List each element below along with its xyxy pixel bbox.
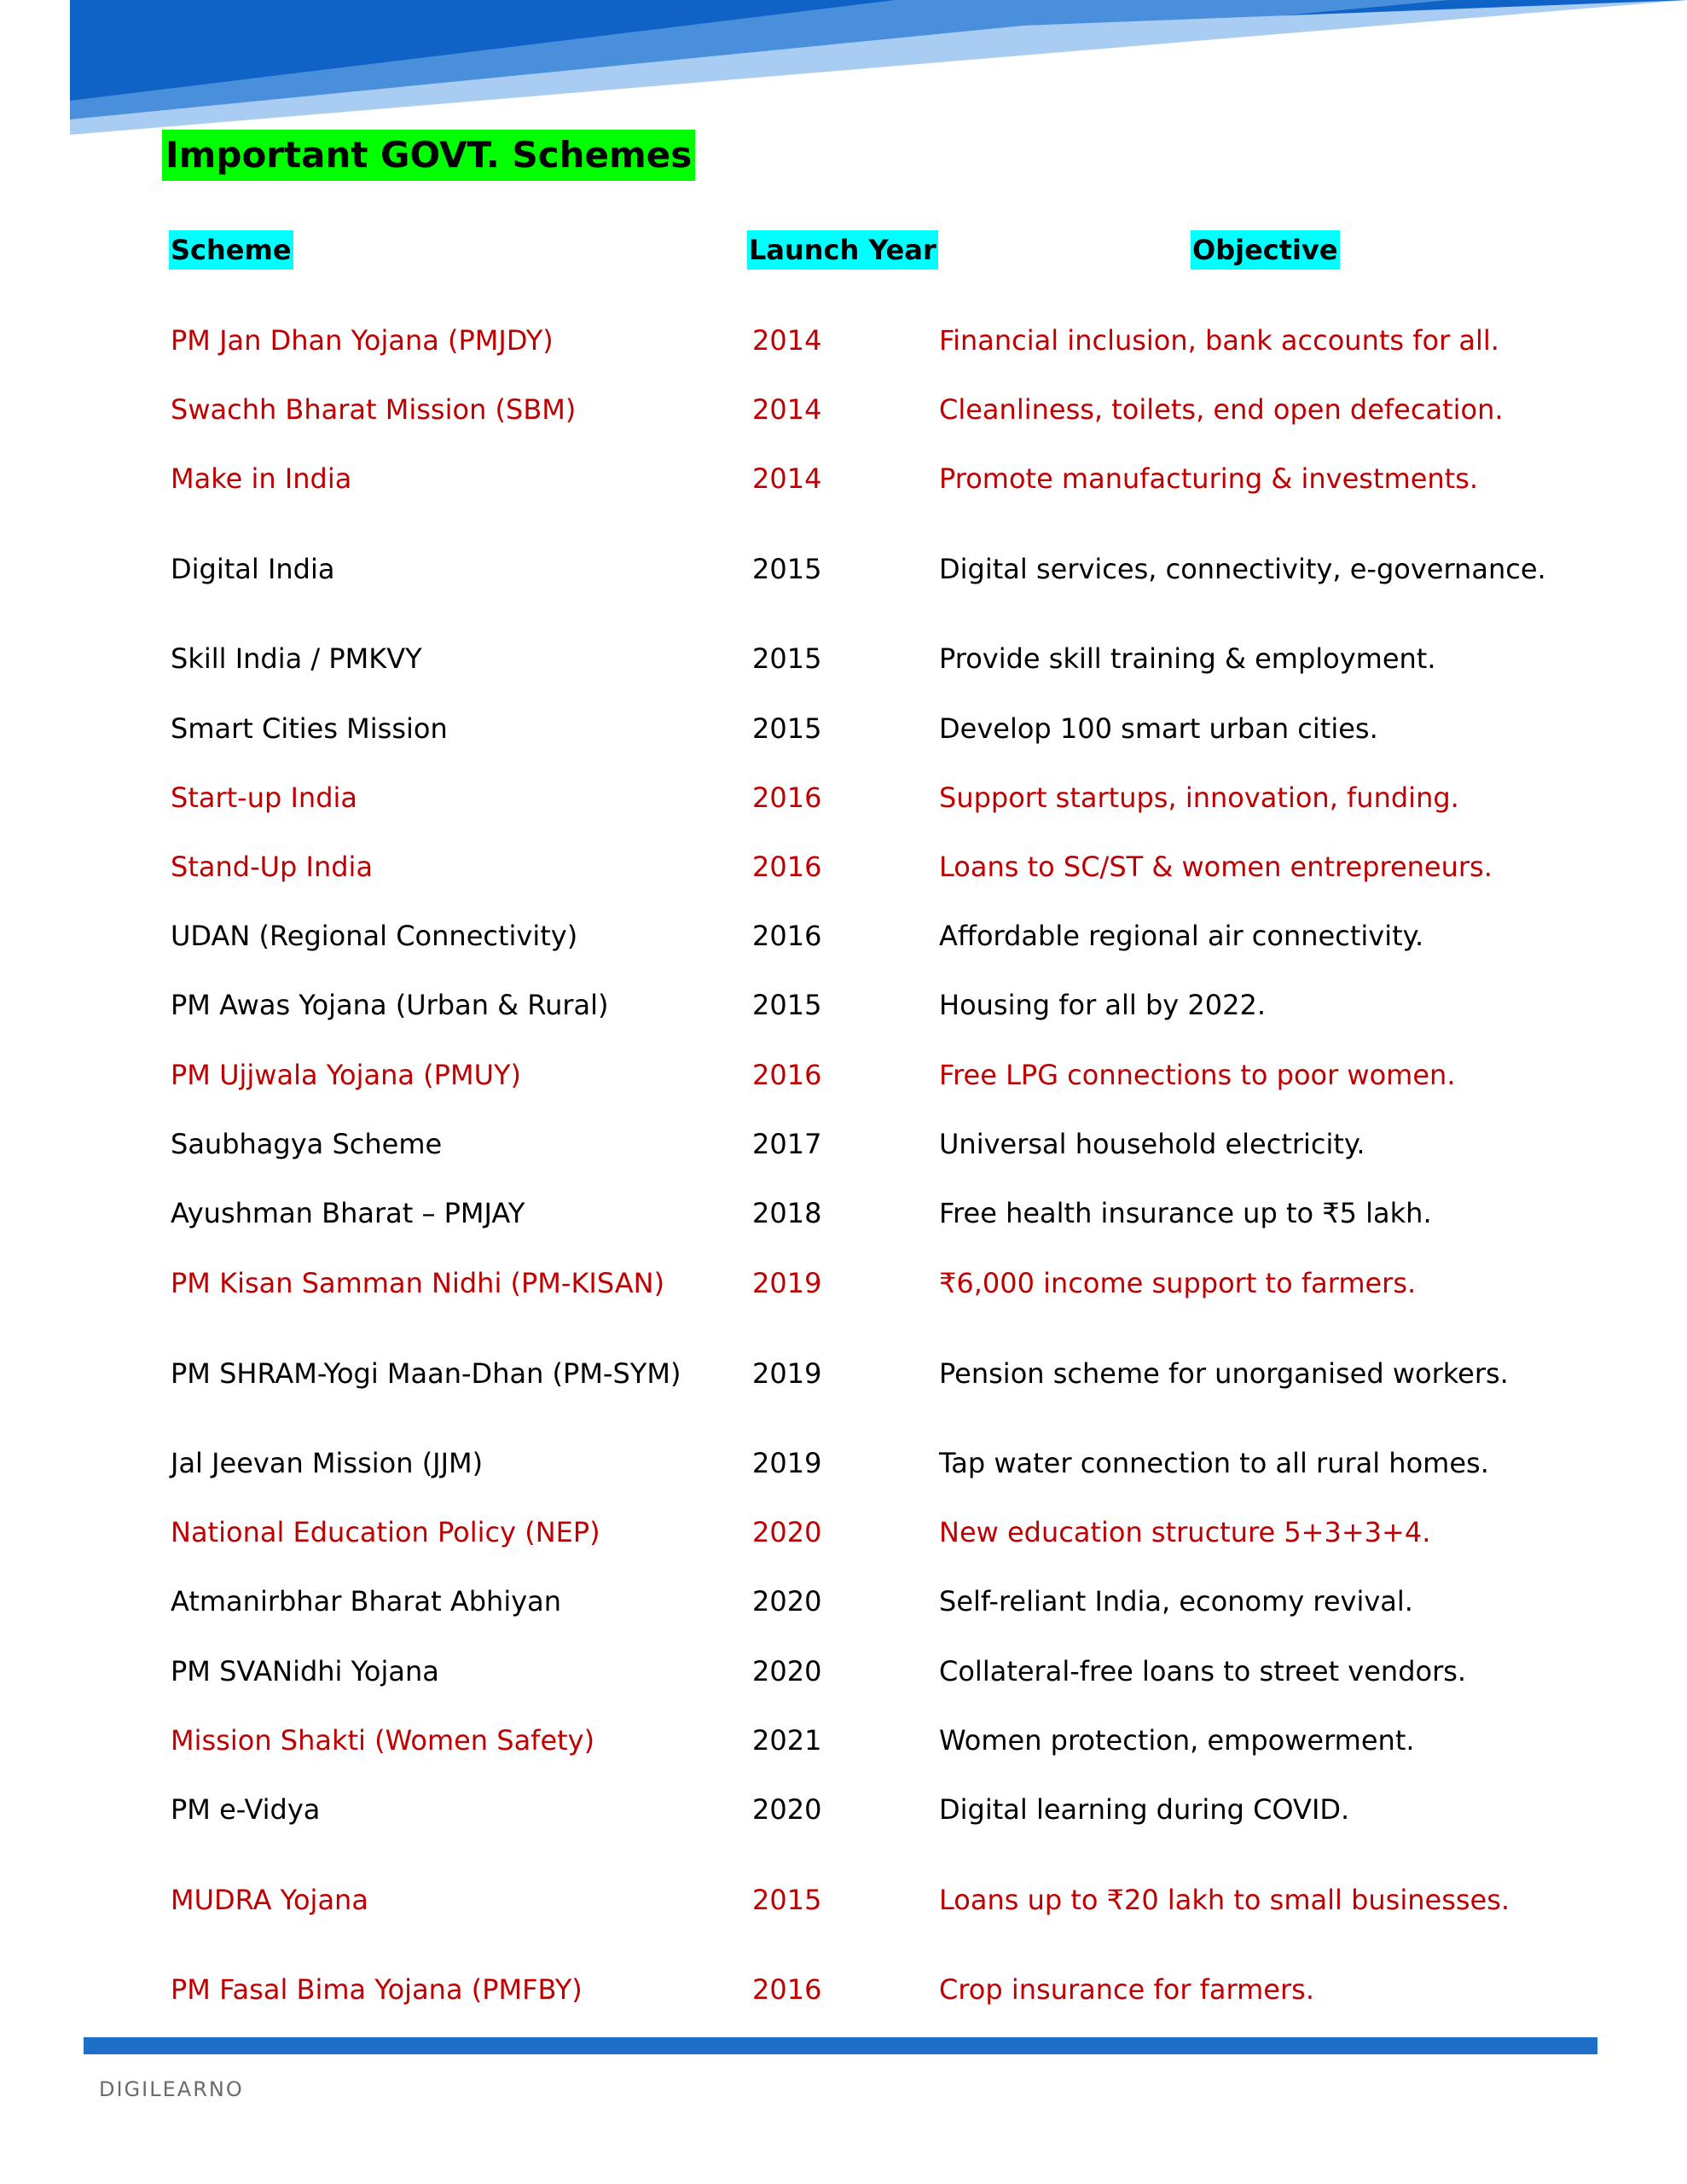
objective: Develop 100 smart urban cities. xyxy=(939,712,1378,745)
objective: Housing for all by 2022. xyxy=(939,989,1267,1021)
launch-year: 2018 xyxy=(752,1197,822,1229)
objective: Financial inclusion, bank accounts for all. xyxy=(939,324,1499,357)
launch-year: 2020 xyxy=(752,1655,822,1687)
table-row xyxy=(0,1262,1687,1304)
launch-year: 2016 xyxy=(752,1059,822,1091)
footer-brand: DIGILEARNO xyxy=(99,2077,244,2101)
table-row xyxy=(0,1580,1687,1623)
launch-year: 2015 xyxy=(752,553,822,585)
scheme-name: National Education Policy (NEP) xyxy=(171,1516,600,1548)
launch-year: 2019 xyxy=(752,1357,822,1390)
objective: Women protection, empowerment. xyxy=(939,1724,1415,1757)
scheme-name: PM Fasal Bima Yojana (PMFBY) xyxy=(171,1973,583,2006)
scheme-name: Skill India / PMKVY xyxy=(171,642,422,675)
footer-bar xyxy=(84,2037,1597,2054)
objective: Crop insurance for farmers. xyxy=(939,1973,1314,2006)
objective: Promote manufacturing & investments. xyxy=(939,462,1479,495)
table-row xyxy=(0,1788,1687,1831)
table-row xyxy=(0,637,1687,680)
scheme-name: Smart Cities Mission xyxy=(171,712,448,745)
objective: ₹6,000 income support to farmers. xyxy=(939,1267,1417,1299)
objective: Loans up to ₹20 lakh to small businesses. xyxy=(939,1884,1510,1916)
launch-year: 2020 xyxy=(752,1585,822,1618)
launch-year: 2016 xyxy=(752,781,822,814)
objective: Affordable regional air connectivity. xyxy=(939,920,1424,952)
scheme-name: PM Awas Yojana (Urban & Rural) xyxy=(171,989,609,1021)
table-row xyxy=(0,915,1687,957)
launch-year: 2020 xyxy=(752,1516,822,1548)
objective: Cleanliness, toilets, end open defecation. xyxy=(939,393,1504,426)
objective: Universal household electricity. xyxy=(939,1128,1365,1160)
objective: Free LPG connections to poor women. xyxy=(939,1059,1456,1091)
launch-year: 2015 xyxy=(752,989,822,1021)
objective: Free health insurance up to ₹5 lakh. xyxy=(939,1197,1432,1229)
launch-year: 2015 xyxy=(752,712,822,745)
header-banner xyxy=(0,0,1687,145)
column-header-objective: Objective xyxy=(1191,230,1340,270)
launch-year: 2019 xyxy=(752,1267,822,1299)
launch-year: 2014 xyxy=(752,324,822,357)
launch-year: 2014 xyxy=(752,462,822,495)
objective: Self-reliant India, economy revival. xyxy=(939,1585,1413,1618)
table-row xyxy=(0,388,1687,431)
scheme-name: PM e-Vidya xyxy=(171,1793,321,1826)
table-row xyxy=(0,1352,1687,1395)
scheme-name: Swachh Bharat Mission (SBM) xyxy=(171,393,577,426)
table-row xyxy=(0,319,1687,362)
launch-year: 2016 xyxy=(752,1973,822,2006)
table-row xyxy=(0,984,1687,1026)
objective: New education structure 5+3+3+4. xyxy=(939,1516,1431,1548)
table-row xyxy=(0,457,1687,500)
column-header-scheme: Scheme xyxy=(169,230,293,270)
launch-year: 2016 xyxy=(752,851,822,883)
table-row xyxy=(0,1442,1687,1484)
scheme-name: MUDRA Yojana xyxy=(171,1884,368,1916)
launch-year: 2015 xyxy=(752,642,822,675)
scheme-name: PM Kisan Samman Nidhi (PM-KISAN) xyxy=(171,1267,665,1299)
objective: Loans to SC/ST & women entrepreneurs. xyxy=(939,851,1493,883)
launch-year: 2017 xyxy=(752,1128,822,1160)
objective: Digital learning during COVID. xyxy=(939,1793,1350,1826)
objective: Provide skill training & employment. xyxy=(939,642,1436,675)
table-row xyxy=(0,1054,1687,1096)
table-row xyxy=(0,1650,1687,1693)
scheme-name: Start-up India xyxy=(171,781,358,814)
scheme-name: Digital India xyxy=(171,553,335,585)
launch-year: 2020 xyxy=(752,1793,822,1826)
objective: Tap water connection to all rural homes. xyxy=(939,1447,1489,1479)
scheme-name: PM Ujjwala Yojana (PMUY) xyxy=(171,1059,522,1091)
page-title: Important GOVT. Schemes xyxy=(162,130,695,181)
launch-year: 2019 xyxy=(752,1447,822,1479)
table-row xyxy=(0,1123,1687,1165)
table-row xyxy=(0,845,1687,888)
scheme-name: UDAN (Regional Connectivity) xyxy=(171,920,578,952)
scheme-name: Make in India xyxy=(171,462,352,495)
objective: Support startups, innovation, funding. xyxy=(939,781,1459,814)
scheme-name: Saubhagya Scheme xyxy=(171,1128,443,1160)
launch-year: 2015 xyxy=(752,1884,822,1916)
table-row xyxy=(0,1968,1687,2011)
scheme-name: PM SVANidhi Yojana xyxy=(171,1655,439,1687)
scheme-name: PM SHRAM-Yogi Maan-Dhan (PM-SYM) xyxy=(171,1357,681,1390)
table-row xyxy=(0,548,1687,590)
table-row xyxy=(0,1879,1687,1921)
table-row xyxy=(0,707,1687,750)
objective: Collateral-free loans to street vendors. xyxy=(939,1655,1467,1687)
column-header-launch-year: Launch Year xyxy=(747,230,938,270)
table-row xyxy=(0,1511,1687,1554)
table-row xyxy=(0,1719,1687,1762)
scheme-name: Mission Shakti (Women Safety) xyxy=(171,1724,595,1757)
scheme-name: Ayushman Bharat – PMJAY xyxy=(171,1197,525,1229)
launch-year: 2021 xyxy=(752,1724,822,1757)
scheme-name: Jal Jeevan Mission (JJM) xyxy=(171,1447,484,1479)
table-row xyxy=(0,1192,1687,1234)
objective: Digital services, connectivity, e-governance. xyxy=(939,553,1546,585)
scheme-name: Atmanirbhar Bharat Abhiyan xyxy=(171,1585,562,1618)
scheme-name: PM Jan Dhan Yojana (PMJDY) xyxy=(171,324,554,357)
table-row xyxy=(0,776,1687,819)
launch-year: 2016 xyxy=(752,920,822,952)
objective: Pension scheme for unorganised workers. xyxy=(939,1357,1509,1390)
launch-year: 2014 xyxy=(752,393,822,426)
scheme-name: Stand-Up India xyxy=(171,851,374,883)
